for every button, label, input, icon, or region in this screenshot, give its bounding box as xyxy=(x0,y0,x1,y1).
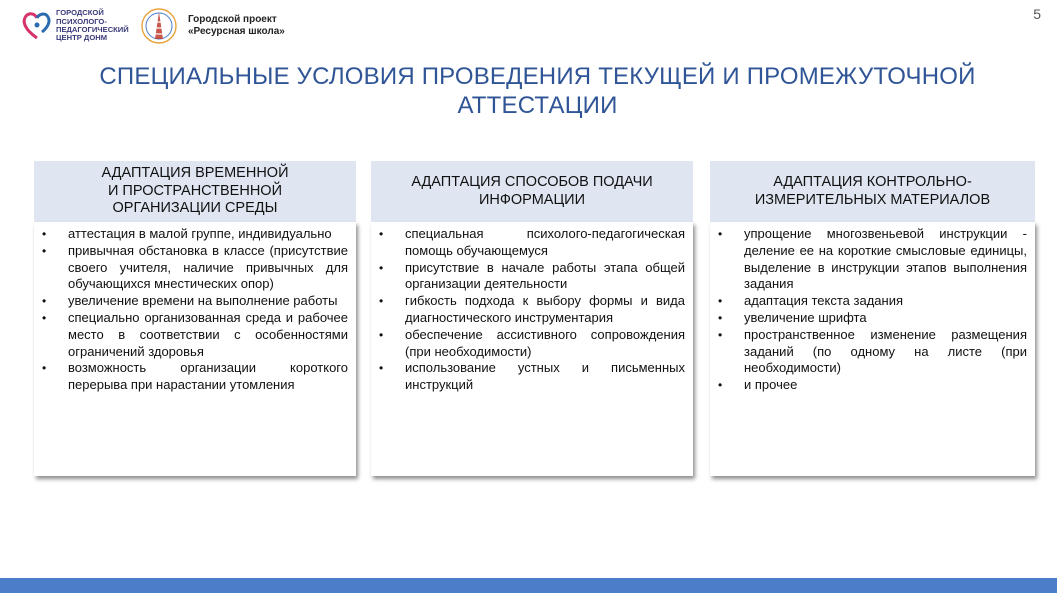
column-heading: АДАПТАЦИЯ ВРЕМЕННОЙ И ПРОСТРАНСТВЕННОЙ ОРГАНИЗАЦИИ СРЕДЫ xyxy=(34,161,356,222)
column-body xyxy=(371,222,693,476)
list-item: • возможность организации короткого перерыва при нарастании утомления xyxy=(42,360,348,394)
bullet-list xyxy=(718,226,1027,394)
center-logo-text: ГОРОДСКОЙ ПСИХОЛОГО- ПЕДАГОГИЧЕСКИЙ ЦЕНТР ДОНМ xyxy=(56,8,129,43)
list-item: • специально организованная среда и рабочее место в соответствии с особенностями ограничений здоровья xyxy=(42,310,348,360)
column-time-space xyxy=(34,161,356,476)
column-body xyxy=(34,222,356,476)
column-heading: АДАПТАЦИЯ СПОСОБОВ ПОДАЧИ ИНФОРМАЦИИ xyxy=(371,161,693,222)
page-number: 5 xyxy=(1033,6,1041,22)
list-item: • привычная обстановка в классе (присутствие своего учителя, наличие привычных для обучающихся мнестических опор) xyxy=(42,243,348,293)
list-item: • увеличение шрифта xyxy=(718,310,1027,327)
column-body xyxy=(710,222,1035,476)
list-item: • обеспечение ассистивного сопровождения (при необходимости) xyxy=(379,327,685,361)
column-assessment-materials xyxy=(710,161,1035,476)
list-item: • увеличение времени на выполнение работы xyxy=(42,293,348,310)
bullet-list xyxy=(379,226,685,394)
list-item: • упрощение многозвеньевой инструкции - деление ее на короткие смысловые единицы, выделение в инструкции этапов выполнения задания xyxy=(718,226,1027,293)
list-item: • использование устных и письменных инструкций xyxy=(379,360,685,394)
bottom-bar xyxy=(0,578,1057,593)
list-item: • аттестация в малой группе, индивидуально xyxy=(42,226,348,243)
list-item: • и прочее xyxy=(718,377,1027,394)
slide-title xyxy=(60,62,1015,120)
bullet-list xyxy=(42,226,348,394)
list-item: • адаптация текста задания xyxy=(718,293,1027,310)
list-item: • пространственное изменение размещения заданий (по одному на листе (при необходимости) xyxy=(718,327,1027,377)
resource-school-logo-icon xyxy=(140,6,178,46)
list-item: • специальная психолого-педагогическая помощь обучающемуся xyxy=(379,226,685,260)
heart-logo-icon xyxy=(20,9,54,43)
list-item: • присутствие в начале работы этапа общей организации деятельности xyxy=(379,260,685,294)
column-information-delivery xyxy=(371,161,693,476)
header-logos xyxy=(20,6,285,46)
slide-title-line1: СПЕЦИАЛЬНЫЕ УСЛОВИЯ ПРОВЕДЕНИЯ ТЕКУЩЕЙ И ПРОМЕЖУТОЧНОЙ xyxy=(99,63,976,90)
column-heading: АДАПТАЦИЯ КОНТРОЛЬНО- ИЗМЕРИТЕЛЬНЫХ МАТЕРИАЛОВ xyxy=(710,161,1035,222)
slide-title-line2: АТТЕСТАЦИИ xyxy=(457,92,618,119)
project-title: Городской проект «Ресурсная школа» xyxy=(188,14,285,37)
list-item: • гибкость подхода к выбору формы и вида диагностического инструментария xyxy=(379,293,685,327)
